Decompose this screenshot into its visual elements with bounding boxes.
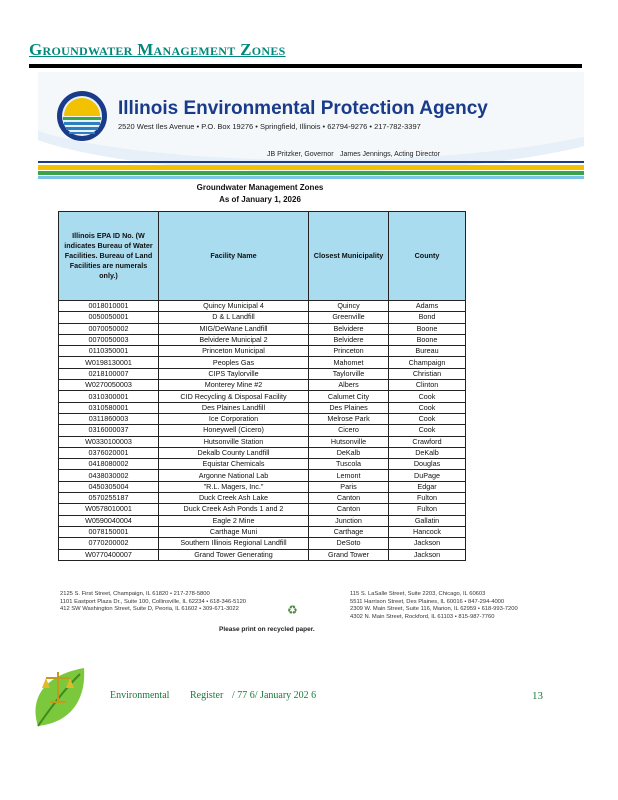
cell-epa-id: 0110350001 bbox=[59, 346, 159, 357]
letterhead-stripe-blue bbox=[38, 176, 584, 179]
cell-municipality: Canton bbox=[309, 504, 389, 515]
cell-county: Adams bbox=[389, 301, 466, 312]
footer-address-line: 412 SW Washington Street, Suite D, Peoria, IL 61602 • 309-671-3022 bbox=[60, 606, 239, 612]
cell-epa-id: W0198130001 bbox=[59, 357, 159, 368]
cell-municipality: DeSoto bbox=[309, 538, 389, 549]
header-county: County bbox=[389, 212, 466, 301]
footer-addresses-left bbox=[60, 591, 246, 614]
cell-facility-name: "R.L. Magers, Inc." bbox=[159, 481, 309, 492]
table-row bbox=[59, 515, 466, 526]
cell-epa-id: 0450305004 bbox=[59, 481, 159, 492]
cell-facility-name: D & L Landfill bbox=[159, 312, 309, 323]
cell-municipality: Tuscola bbox=[309, 459, 389, 470]
section-title: Groundwater Management Zones bbox=[29, 40, 286, 59]
cell-county: Cook bbox=[389, 425, 466, 436]
cell-county: Boone bbox=[389, 334, 466, 345]
cell-county: Hancock bbox=[389, 526, 466, 537]
cell-county: Fulton bbox=[389, 504, 466, 515]
cell-county: DuPage bbox=[389, 470, 466, 481]
footer-address-line: 4302 N. Main Street, Rockford, IL 61103 • 815-987-7760 bbox=[350, 613, 495, 620]
table-row bbox=[59, 334, 466, 345]
cell-municipality: Albers bbox=[309, 380, 389, 391]
footer-address-line: 115 S. LaSalle Street, Suite 2203, Chicago, IL 60603 bbox=[350, 591, 486, 597]
cell-epa-id: 0438030002 bbox=[59, 470, 159, 481]
cell-county: Edgar bbox=[389, 481, 466, 492]
cell-epa-id: 0770200002 bbox=[59, 538, 159, 549]
cell-county: Boone bbox=[389, 323, 466, 334]
table-row bbox=[59, 301, 466, 312]
cell-municipality: Belvidere bbox=[309, 323, 389, 334]
header-facility-name: Facility Name bbox=[159, 212, 309, 301]
cell-municipality: Mahomet bbox=[309, 357, 389, 368]
cell-epa-id: 0418080002 bbox=[59, 459, 159, 470]
document-subtitle: As of January 1, 2026 bbox=[219, 195, 301, 204]
document-title-block bbox=[150, 182, 370, 206]
cell-facility-name: Belvidere Municipal 2 bbox=[159, 334, 309, 345]
cell-municipality: Greenville bbox=[309, 312, 389, 323]
letterhead-stripe-navy bbox=[38, 161, 584, 163]
document-title: Groundwater Management Zones bbox=[196, 183, 324, 192]
cell-facility-name: Ice Corporation bbox=[159, 413, 309, 424]
cell-epa-id: W0330100003 bbox=[59, 436, 159, 447]
cell-epa-id: 0310580001 bbox=[59, 402, 159, 413]
footer-address-line: 2309 W. Main Street, Suite 116, Marion, IL 62959 • 618-993-7200 bbox=[350, 606, 518, 612]
letterhead-stripe-yellow bbox=[38, 165, 584, 170]
footer-address-line: 1101 Eastport Plaza Dr., Suite 100, Collinsville, IL 62234 • 618-346-5120 bbox=[60, 598, 247, 605]
cell-county: DeKalb bbox=[389, 447, 466, 458]
table-row bbox=[59, 481, 466, 492]
cell-municipality: Carthage bbox=[309, 526, 389, 537]
director-line: James Jennings, Acting Director bbox=[340, 151, 440, 158]
table-row bbox=[59, 538, 466, 549]
cell-municipality: Taylorville bbox=[309, 368, 389, 379]
recycle-icon: ♻ bbox=[287, 603, 298, 617]
cell-facility-name: Dekalb County Landfill bbox=[159, 447, 309, 458]
cell-municipality: Paris bbox=[309, 481, 389, 492]
recycled-paper-note: Please print on recycled paper. bbox=[219, 626, 315, 633]
table-row bbox=[59, 402, 466, 413]
cell-county: Cook bbox=[389, 413, 466, 424]
table-row bbox=[59, 380, 466, 391]
cell-municipality: Princeton bbox=[309, 346, 389, 357]
cell-facility-name: Duck Creek Ash Ponds 1 and 2 bbox=[159, 504, 309, 515]
cell-epa-id: W0578010001 bbox=[59, 504, 159, 515]
cell-county: Cook bbox=[389, 402, 466, 413]
footer-addresses-right bbox=[350, 591, 518, 621]
leaf-scales-logo-icon bbox=[30, 662, 90, 730]
cell-epa-id: 0310300001 bbox=[59, 391, 159, 402]
cell-epa-id: 0070050002 bbox=[59, 323, 159, 334]
cell-municipality: Grand Tower bbox=[309, 549, 389, 560]
table-row bbox=[59, 391, 466, 402]
cell-county: Bureau bbox=[389, 346, 466, 357]
cell-facility-name: Hutsonville Station bbox=[159, 436, 309, 447]
table-row bbox=[59, 413, 466, 424]
cell-facility-name: Equistar Chemicals bbox=[159, 459, 309, 470]
cell-facility-name: MIG/DeWane Landfill bbox=[159, 323, 309, 334]
table-row bbox=[59, 368, 466, 379]
table-row bbox=[59, 357, 466, 368]
governor-line: JB Pritzker, Governor bbox=[267, 151, 334, 158]
table-row bbox=[59, 470, 466, 481]
cell-municipality: Des Plaines bbox=[309, 402, 389, 413]
cell-municipality: Hutsonville bbox=[309, 436, 389, 447]
table-row bbox=[59, 346, 466, 357]
cell-municipality: Belvidere bbox=[309, 334, 389, 345]
gmz-table bbox=[58, 211, 466, 561]
cell-facility-name: Duck Creek Ash Lake bbox=[159, 493, 309, 504]
cell-epa-id: 0316000037 bbox=[59, 425, 159, 436]
cell-facility-name: Princeton Municipal bbox=[159, 346, 309, 357]
cell-epa-id: 0570255187 bbox=[59, 493, 159, 504]
footer-address-line: 2125 S. First Street, Champaign, IL 61820 • 217-278-5800 bbox=[60, 591, 210, 597]
table-row bbox=[59, 312, 466, 323]
table-row bbox=[59, 459, 466, 470]
cell-epa-id: 0050050001 bbox=[59, 312, 159, 323]
letterhead-stripe-green bbox=[38, 171, 584, 175]
table-row bbox=[59, 436, 466, 447]
cell-epa-id: 0376020001 bbox=[59, 447, 159, 458]
table-row bbox=[59, 549, 466, 560]
table-row bbox=[59, 323, 466, 334]
cell-county: Bond bbox=[389, 312, 466, 323]
cell-municipality: Lemont bbox=[309, 470, 389, 481]
cell-county: Christian bbox=[389, 368, 466, 379]
page-number: 13 bbox=[532, 690, 543, 702]
cell-county: Fulton bbox=[389, 493, 466, 504]
cell-municipality: Melrose Park bbox=[309, 413, 389, 424]
cell-facility-name: Honeywell (Cicero) bbox=[159, 425, 309, 436]
register-word: Register bbox=[190, 690, 224, 701]
cell-facility-name: Des Plaines Landfill bbox=[159, 402, 309, 413]
cell-municipality: Cicero bbox=[309, 425, 389, 436]
cell-facility-name: Quincy Municipal 4 bbox=[159, 301, 309, 312]
agency-name: Illinois Environmental Protection Agency bbox=[118, 98, 488, 119]
cell-county: Jackson bbox=[389, 549, 466, 560]
cell-epa-id: W0590040004 bbox=[59, 515, 159, 526]
register-issue: / 77 6/ January 202 6 bbox=[232, 690, 317, 701]
cell-facility-name: Southern Illinois Regional Landfill bbox=[159, 538, 309, 549]
cell-municipality: Quincy bbox=[309, 301, 389, 312]
cell-municipality: Junction bbox=[309, 515, 389, 526]
cell-county: Gallatin bbox=[389, 515, 466, 526]
cell-county: Champaign bbox=[389, 357, 466, 368]
cell-epa-id: 0078150001 bbox=[59, 526, 159, 537]
cell-municipality: Calumet City bbox=[309, 391, 389, 402]
cell-epa-id: 0311860003 bbox=[59, 413, 159, 424]
table-row bbox=[59, 493, 466, 504]
agency-address: 2520 West Iles Avenue • P.O. Box 19276 • Springfield, Illinois • 62794-9276 • 217-782-3397 bbox=[118, 122, 421, 131]
table-header-row bbox=[59, 212, 466, 301]
cell-facility-name: Carthage Muni bbox=[159, 526, 309, 537]
register-environmental: Environmental bbox=[110, 690, 170, 701]
cell-facility-name: Eagle 2 Mine bbox=[159, 515, 309, 526]
cell-epa-id: W0270050003 bbox=[59, 380, 159, 391]
table-row bbox=[59, 526, 466, 537]
cell-facility-name: Argonne National Lab bbox=[159, 470, 309, 481]
cell-facility-name: Grand Tower Generating bbox=[159, 549, 309, 560]
cell-county: Cook bbox=[389, 391, 466, 402]
cell-facility-name: CIPS Taylorville bbox=[159, 368, 309, 379]
iepa-logo-icon bbox=[56, 90, 108, 142]
cell-county: Douglas bbox=[389, 459, 466, 470]
table-row bbox=[59, 425, 466, 436]
cell-epa-id: 0070050003 bbox=[59, 334, 159, 345]
letterhead bbox=[38, 72, 584, 180]
cell-epa-id: 0218100007 bbox=[59, 368, 159, 379]
cell-facility-name: Monterey Mine #2 bbox=[159, 380, 309, 391]
cell-facility-name: Peoples Gas bbox=[159, 357, 309, 368]
cell-epa-id: 0018010001 bbox=[59, 301, 159, 312]
title-rule bbox=[29, 64, 582, 68]
cell-county: Clinton bbox=[389, 380, 466, 391]
cell-facility-name: CID Recycling & Disposal Facility bbox=[159, 391, 309, 402]
cell-epa-id: W0770400007 bbox=[59, 549, 159, 560]
header-closest-municipality: Closest Municipality bbox=[309, 212, 389, 301]
cell-county: Jackson bbox=[389, 538, 466, 549]
footer-address-line: 5511 Harrison Street, Des Plaines, IL 60016 • 847-294-4000 bbox=[350, 598, 505, 605]
cell-municipality: Canton bbox=[309, 493, 389, 504]
header-epa-id: Illinois EPA ID No. (W indicates Bureau of Water Facilities. Bureau of Land Facilities are numerals only.) bbox=[59, 212, 159, 301]
cell-municipality: DeKalb bbox=[309, 447, 389, 458]
table-row bbox=[59, 504, 466, 515]
table-row bbox=[59, 447, 466, 458]
cell-county: Crawford bbox=[389, 436, 466, 447]
